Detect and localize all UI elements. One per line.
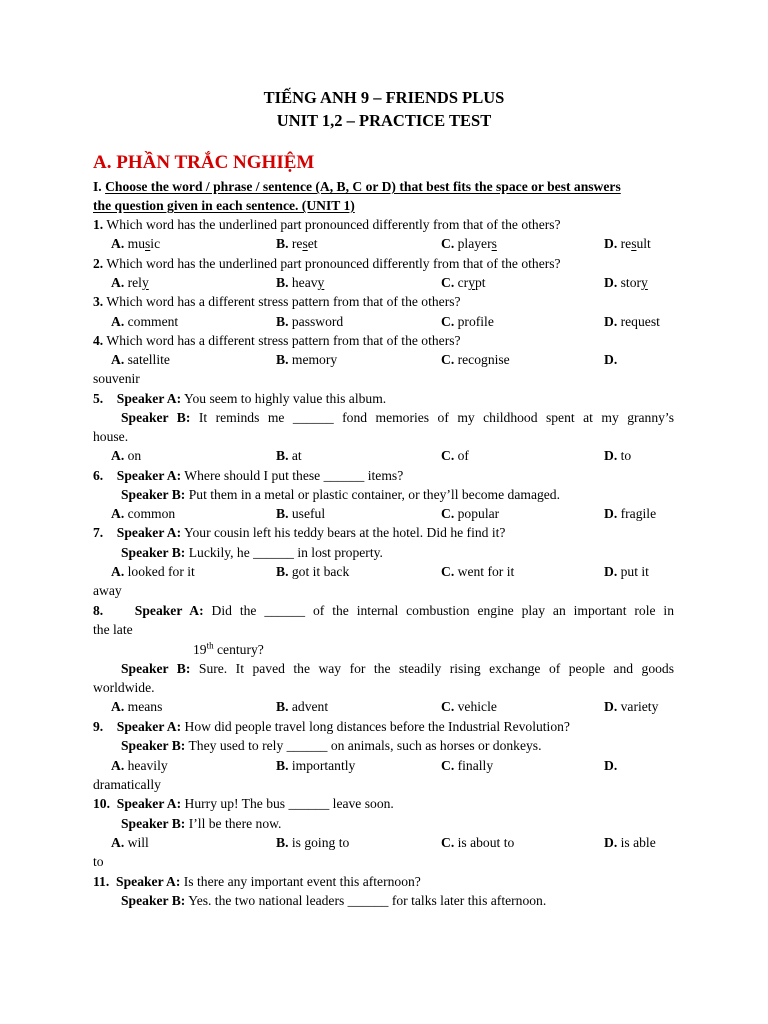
underlined-part: s bbox=[145, 236, 151, 251]
question-4-stem: 4. Which word has a different stress pattern from that of the others? bbox=[93, 333, 461, 348]
option-a bbox=[111, 235, 160, 252]
option-d bbox=[604, 834, 656, 851]
question-3-stem: 3. Which word has a different stress pattern from that of the others? bbox=[93, 294, 461, 309]
question-2-stem: 2. Which word has the underlined part pronounced differently from that of the others? bbox=[93, 256, 561, 271]
option-letter: A. bbox=[111, 758, 125, 773]
option-text: player bbox=[457, 236, 492, 251]
option-letter: A. bbox=[111, 236, 125, 251]
option-letter: B. bbox=[276, 275, 289, 290]
options-row bbox=[0, 834, 768, 851]
underlined-part: s bbox=[491, 236, 497, 251]
option-text: on bbox=[127, 448, 142, 463]
option-text: memory bbox=[291, 352, 338, 367]
option-letter: C. bbox=[441, 275, 455, 290]
option-text: means bbox=[127, 699, 163, 714]
option-text: stor bbox=[620, 275, 642, 290]
option-text: useful bbox=[291, 506, 326, 521]
question-5-speaker-b: Speaker B: It reminds me ______ fond memories of my childhood spent at my granny’s bbox=[121, 410, 675, 425]
option-c bbox=[441, 757, 493, 774]
question-8-speaker-a: 8. Speaker A: Did the ______ of the internal combustion engine play an important role in bbox=[93, 603, 674, 618]
question-1-stem: 1. Which word has the underlined part pronounced differently from that of the others? bbox=[93, 217, 561, 232]
instruction-line-2: the question given in each sentence. (UNIT 1) bbox=[93, 198, 355, 213]
option-text: is going to bbox=[291, 835, 350, 850]
option-letter: C. bbox=[441, 835, 455, 850]
option-text: finally bbox=[457, 758, 494, 773]
option-text: variety bbox=[620, 699, 659, 714]
option-letter: A. bbox=[111, 835, 125, 850]
option-letter: C. bbox=[441, 564, 455, 579]
option-letter: B. bbox=[276, 506, 289, 521]
option-c bbox=[441, 698, 497, 715]
option-b bbox=[276, 563, 349, 580]
options-row bbox=[0, 505, 768, 522]
option-a bbox=[111, 313, 178, 330]
option-c bbox=[441, 313, 494, 330]
option-b bbox=[276, 505, 325, 522]
option-text: ic bbox=[150, 236, 161, 251]
option-letter: D. bbox=[604, 835, 618, 850]
option-text: heav bbox=[291, 275, 318, 290]
option-letter: D. bbox=[604, 314, 618, 329]
option-letter: D. bbox=[604, 275, 618, 290]
question-10-speaker-a: 10. Speaker A: Hurry up! The bus ______ leave soon. bbox=[93, 796, 394, 811]
option-letter: C. bbox=[441, 236, 455, 251]
option-letter: D. bbox=[604, 564, 618, 579]
option-text: satellite bbox=[127, 352, 170, 367]
options-row bbox=[0, 757, 768, 774]
instruction-line-1: I. Choose the word / phrase / sentence (A, B, C or D) that best fits the space or best answers bbox=[93, 179, 621, 194]
question-11-speaker-a: 11. Speaker A: Is there any important event this afternoon? bbox=[93, 874, 421, 889]
options-row bbox=[0, 235, 768, 252]
option-letter: D. bbox=[604, 699, 618, 714]
question-10-speaker-b: Speaker B: I’ll be there now. bbox=[121, 816, 282, 831]
option-letter: A. bbox=[111, 699, 125, 714]
option-text: profile bbox=[457, 314, 494, 329]
question-9-speaker-b: Speaker B: They used to rely ______ on animals, such as horses or donkeys. bbox=[121, 738, 542, 753]
option-text: mu bbox=[127, 236, 145, 251]
question-8-speaker-a-cont: 19th century? bbox=[193, 640, 264, 657]
option-text: rel bbox=[127, 275, 142, 290]
option-letter: B. bbox=[276, 835, 289, 850]
option-letter: A. bbox=[111, 352, 125, 367]
question-7-speaker-b: Speaker B: Luckily, he ______ in lost property. bbox=[121, 545, 383, 560]
option-b bbox=[276, 313, 343, 330]
option-b bbox=[276, 698, 328, 715]
option-letter: B. bbox=[276, 236, 289, 251]
option-d bbox=[604, 447, 631, 464]
option-text: re bbox=[291, 236, 303, 251]
option-c bbox=[441, 235, 497, 252]
option-letter: B. bbox=[276, 352, 289, 367]
option-b bbox=[276, 757, 355, 774]
option-letter: B. bbox=[276, 564, 289, 579]
option-letter: C. bbox=[441, 699, 455, 714]
option-c bbox=[441, 447, 469, 464]
option-letter: C. bbox=[441, 506, 455, 521]
option-text: of bbox=[457, 448, 469, 463]
question-6-speaker-a: 6. Speaker A: Where should I put these ______ items? bbox=[93, 468, 404, 483]
option-a bbox=[111, 757, 168, 774]
option-text: cr bbox=[457, 275, 469, 290]
option-c bbox=[441, 505, 499, 522]
option-text: heavily bbox=[127, 758, 168, 773]
option-c bbox=[441, 274, 486, 291]
option-b bbox=[276, 447, 302, 464]
option-letter: C. bbox=[441, 314, 455, 329]
question-8-speaker-b-wrap: worldwide. bbox=[93, 680, 155, 695]
option-letter: A. bbox=[111, 314, 125, 329]
option-letter: C. bbox=[441, 758, 455, 773]
question-8-speaker-b: Speaker B: Sure. It paved the way for the steadily rising exchange of people and goods bbox=[121, 661, 675, 676]
option-text: looked for it bbox=[127, 564, 195, 579]
option-d bbox=[604, 757, 617, 774]
option-text: is able bbox=[620, 835, 656, 850]
option-letter: A. bbox=[111, 506, 125, 521]
option-d bbox=[604, 351, 617, 368]
options-row bbox=[0, 351, 768, 368]
option-b bbox=[276, 274, 324, 291]
section-heading: A. PHẦN TRẮC NGHIỆM bbox=[93, 152, 315, 173]
option-a bbox=[111, 447, 141, 464]
option-a bbox=[111, 698, 162, 715]
option-text: re bbox=[620, 236, 632, 251]
option-text: is about to bbox=[457, 835, 515, 850]
options-row bbox=[0, 274, 768, 291]
option-d bbox=[604, 235, 651, 252]
option-text: comment bbox=[127, 314, 179, 329]
option-a bbox=[111, 274, 149, 291]
underlined-part: y bbox=[317, 275, 325, 290]
option-text: common bbox=[127, 506, 176, 521]
option-letter: B. bbox=[276, 314, 289, 329]
document-subtitle: UNIT 1,2 – PRACTICE TEST bbox=[276, 111, 492, 130]
option-d bbox=[604, 505, 656, 522]
option-c bbox=[441, 351, 510, 368]
option-text: will bbox=[127, 835, 149, 850]
option-text: vehicle bbox=[457, 699, 497, 714]
question-5-speaker-a: 5. Speaker A: You seem to highly value this album. bbox=[93, 391, 387, 406]
option-letter: D. bbox=[604, 236, 618, 251]
underlined-part: y bbox=[141, 275, 149, 290]
option-a bbox=[111, 563, 195, 580]
option-a bbox=[111, 505, 175, 522]
option-text: importantly bbox=[291, 758, 356, 773]
options-row bbox=[0, 563, 768, 580]
options-row bbox=[0, 698, 768, 715]
option-text: got it back bbox=[291, 564, 350, 579]
option-text: et bbox=[307, 236, 318, 251]
option-letter: B. bbox=[276, 448, 289, 463]
question-7-speaker-a: 7. Speaker A: Your cousin left his teddy bears at the hotel. Did he find it? bbox=[93, 525, 506, 540]
option-letter: B. bbox=[276, 699, 289, 714]
underlined-part: y bbox=[468, 275, 475, 290]
option-text: popular bbox=[457, 506, 500, 521]
option-c bbox=[441, 563, 514, 580]
option-letter: D. bbox=[604, 352, 618, 367]
question-4-wrap: souvenir bbox=[93, 371, 140, 386]
option-letter: D. bbox=[604, 758, 618, 773]
question-10-wrap: to bbox=[93, 854, 104, 869]
document-title: TIẾNG ANH 9 – FRIENDS PLUS bbox=[263, 88, 505, 107]
option-d bbox=[604, 274, 648, 291]
options-row bbox=[0, 447, 768, 464]
options-row bbox=[0, 313, 768, 330]
option-text: password bbox=[291, 314, 344, 329]
option-text: ult bbox=[636, 236, 651, 251]
option-letter: C. bbox=[441, 448, 455, 463]
option-text: recognise bbox=[457, 352, 510, 367]
option-letter: A. bbox=[111, 275, 125, 290]
underlined-part: y bbox=[641, 275, 648, 290]
option-a bbox=[111, 834, 149, 851]
option-d bbox=[604, 563, 649, 580]
option-letter: A. bbox=[111, 564, 125, 579]
option-text: pt bbox=[474, 275, 486, 290]
question-9-speaker-a: 9. Speaker A: How did people travel long distances before the Industrial Revolution? bbox=[93, 719, 570, 734]
option-text: request bbox=[620, 314, 660, 329]
option-b bbox=[276, 834, 349, 851]
option-a bbox=[111, 351, 170, 368]
option-text: fragile bbox=[620, 506, 657, 521]
option-text: at bbox=[291, 448, 302, 463]
question-5-speaker-b-wrap: house. bbox=[93, 429, 129, 444]
question-9-wrap: dramatically bbox=[93, 777, 161, 792]
option-text: to bbox=[620, 448, 632, 463]
option-letter: C. bbox=[441, 352, 455, 367]
option-d bbox=[604, 698, 658, 715]
question-11-speaker-b: Speaker B: Yes. the two national leaders ______ for talks later this afternoon. bbox=[121, 893, 547, 908]
question-6-speaker-b: Speaker B: Put them in a metal or plastic container, or they’ll become damaged. bbox=[121, 487, 561, 502]
underlined-part: s bbox=[631, 236, 637, 251]
option-text: put it bbox=[620, 564, 649, 579]
option-text: advent bbox=[291, 699, 329, 714]
option-letter: D. bbox=[604, 448, 618, 463]
question-8-speaker-a-wrap: the late bbox=[93, 622, 133, 637]
question-7-wrap: away bbox=[93, 583, 122, 598]
underlined-part: s bbox=[302, 236, 308, 251]
option-letter: D. bbox=[604, 506, 618, 521]
option-b bbox=[276, 351, 337, 368]
option-letter: A. bbox=[111, 448, 125, 463]
option-b bbox=[276, 235, 318, 252]
option-c bbox=[441, 834, 514, 851]
option-text: went for it bbox=[457, 564, 515, 579]
option-letter: B. bbox=[276, 758, 289, 773]
option-d bbox=[604, 313, 660, 330]
